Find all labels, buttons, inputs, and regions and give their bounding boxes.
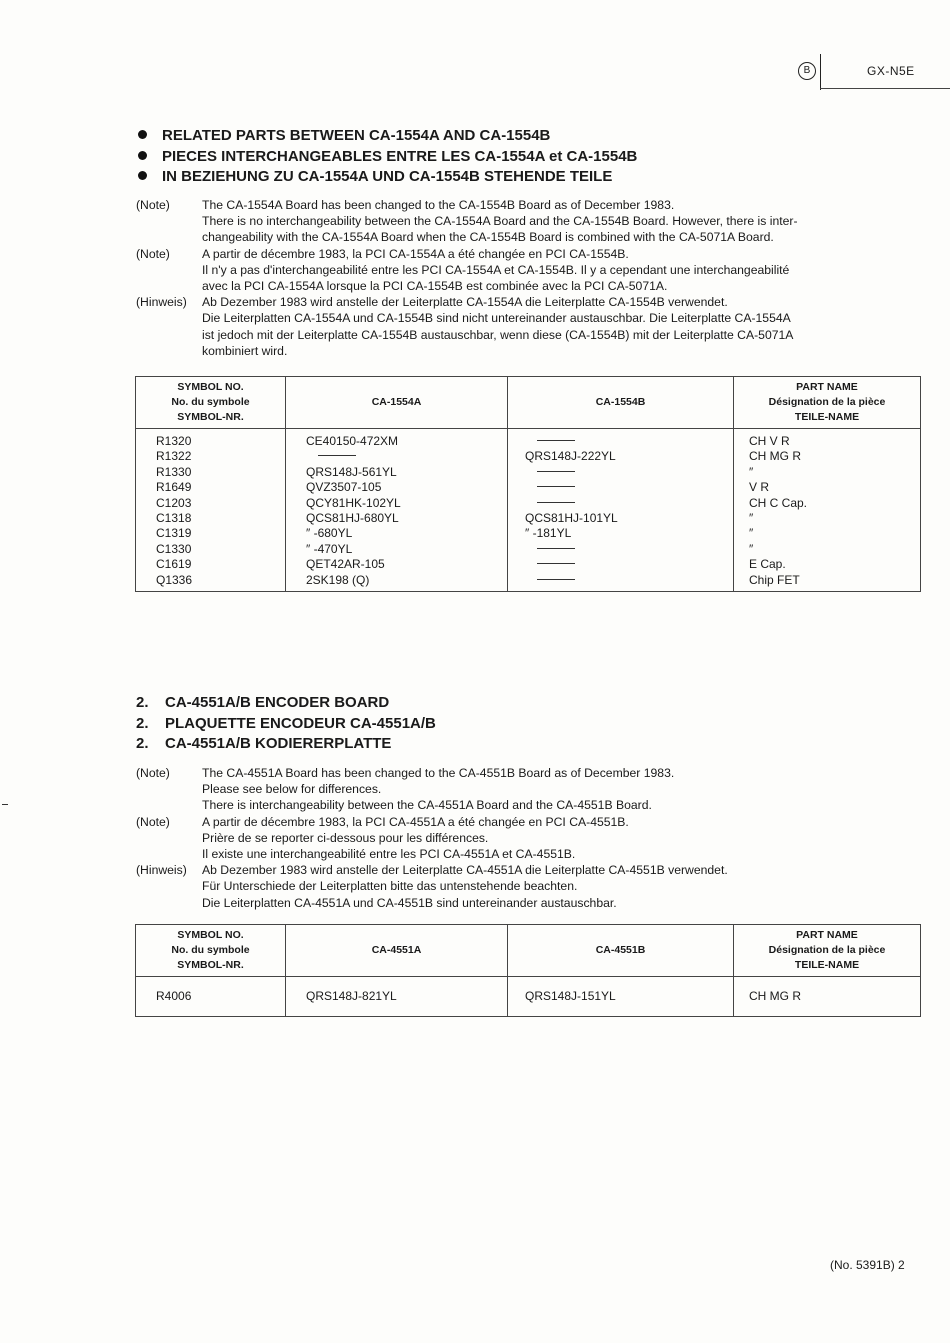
table-cell xyxy=(306,449,507,464)
dash-mark xyxy=(318,455,356,456)
table-cell: C1330 xyxy=(156,541,192,556)
bullet-icon xyxy=(138,151,147,160)
note-label: (Note) xyxy=(136,198,170,212)
col-a-values xyxy=(286,429,508,592)
table-cell: QRS148J-151YL xyxy=(525,989,616,1003)
table-cell: Chip FET xyxy=(749,572,800,587)
col-b-header: CA-1554B xyxy=(508,377,734,429)
parts-table-1554 xyxy=(135,376,921,592)
note-fr xyxy=(136,814,728,863)
dash-mark xyxy=(537,440,575,441)
table-cell: 2SK198 (Q) xyxy=(306,572,370,587)
table-cell: QVZ3507-105 xyxy=(306,480,382,495)
table-cell: ″ xyxy=(749,541,754,556)
table-cell: R1322 xyxy=(156,449,192,464)
table-cell: V R xyxy=(749,480,770,495)
table-cell xyxy=(525,465,733,480)
table-cell xyxy=(525,496,733,511)
table-cell: E Cap. xyxy=(749,557,786,572)
table-cell: Q1336 xyxy=(156,572,193,587)
dash-mark xyxy=(537,563,575,564)
parts-table-4551 xyxy=(135,924,921,1017)
col-b-values xyxy=(508,977,734,1017)
note-line: There is no interchangeability between the CA-1554A Board and the CA-1554B Board. However, there is inter- xyxy=(202,214,798,229)
margin-mark xyxy=(2,804,8,805)
section2-heading-en: 2. CA-4551A/B ENCODER BOARD xyxy=(136,694,390,711)
section1-heading-en: RELATED PARTS BETWEEN CA-1554A AND CA-1554B xyxy=(138,126,637,147)
note-line: Die Leiterplatten CA-4551A und CA-4551B sind untereinander austauschbar. xyxy=(202,895,617,910)
table-cell: CH MG R xyxy=(749,449,801,464)
note-line: Il n'y a pas d'interchangeabilité entre les PCI CA-1554A et CA-1554B. Il y a cependant une interchangeabilité xyxy=(202,262,790,277)
section1-notes xyxy=(136,197,798,359)
table-cell: CH V R xyxy=(749,434,790,448)
table-cell: CE40150-472XM xyxy=(306,434,399,448)
table-cell: QCS81HJ-680YL xyxy=(306,511,399,526)
part-name-values xyxy=(734,977,921,1017)
section2-heading-de: 2. CA-4551A/B KODIERERPLATTE xyxy=(136,735,392,752)
note-label: (Hinweis) xyxy=(136,295,187,310)
table-cell xyxy=(525,557,733,572)
note-line: avec la PCI CA-1554A lorsque la PCI CA-1554B est combinée avec la PCI CA-5071A. xyxy=(202,279,668,294)
dash-mark xyxy=(537,579,575,580)
note-en xyxy=(136,765,728,814)
table-cell: C1619 xyxy=(156,557,192,572)
table-cell: QCY81HK-102YL xyxy=(306,495,401,510)
note-line: Please see below for differences. xyxy=(202,782,382,797)
note-line: kombiniert wird. xyxy=(202,343,288,358)
section1-heading-de: IN BEZIEHUNG ZU CA-1554A UND CA-1554B STEHENDE TEILE xyxy=(138,167,637,188)
table-cell: QRS148J-821YL xyxy=(306,989,397,1003)
header-divider xyxy=(820,54,821,90)
table-cell: CH C Cap. xyxy=(749,495,808,510)
table-cell: ″ -181YL xyxy=(525,526,572,541)
table-cell xyxy=(525,480,733,495)
table-row xyxy=(136,429,921,592)
page-header xyxy=(790,54,950,90)
col-b-header: CA-4551B xyxy=(508,925,734,977)
note-en xyxy=(136,197,798,246)
table-cell: QRS148J-561YL xyxy=(306,464,397,479)
section1-headings xyxy=(138,126,637,188)
note-label: (Note) xyxy=(136,814,170,829)
note-line: changeability with the CA-1554A Board when the CA-1554B Board is combined with the CA-5071A Board. xyxy=(202,230,774,245)
note-line: Prière de se reporter ci-dessous pour les différences. xyxy=(202,830,489,845)
note-line: Il existe une interchangeabilité entre les PCI CA-4551A et CA-4551B. xyxy=(202,847,576,862)
note-de xyxy=(136,294,798,359)
dash-mark xyxy=(537,502,575,503)
table-header-row xyxy=(136,925,921,977)
table-cell: C1319 xyxy=(156,526,192,541)
note-line: The CA-1554A Board has been changed to the CA-1554B Board as of December 1983. xyxy=(202,198,675,212)
table-cell: ″ xyxy=(749,464,754,479)
note-line: There is interchangeability between the CA-4551A Board and the CA-4551B Board. xyxy=(202,798,652,813)
section2-heading-fr: 2. PLAQUETTE ENCODEUR CA-4551A/B xyxy=(136,714,436,732)
table-header-row xyxy=(136,377,921,429)
note-line: Für Unterschiede der Leiterplatten bitte das untenstehende beachten. xyxy=(202,879,578,894)
table-cell xyxy=(525,573,733,588)
table-cell: QCS81HJ-101YL xyxy=(525,511,618,526)
note-label: (Hinweis) xyxy=(136,863,187,878)
table-cell: QRS148J-222YL xyxy=(525,449,616,464)
col-a-header: CA-1554A xyxy=(286,377,508,429)
table-cell: R1330 xyxy=(156,464,192,479)
col-a-values xyxy=(286,977,508,1017)
table-cell: ″ xyxy=(749,526,754,541)
col-a-header: CA-4551A xyxy=(286,925,508,977)
col-b-values xyxy=(508,429,734,592)
note-line: Ab Dezember 1983 wird anstelle der Leiterplatte CA-1554A die Leiterplatte CA-1554B verwendet. xyxy=(202,295,728,310)
note-label: (Note) xyxy=(136,246,170,261)
note-line: Die Leiterplatten CA-1554A und CA-1554B sind nicht untereinander austauschbar. Die Leiterplatte CA-1554A xyxy=(202,311,791,326)
table-cell: R1649 xyxy=(156,480,192,495)
table-cell: ″ xyxy=(749,511,754,526)
note-line: The CA-4551A Board has been changed to the CA-4551B Board as of December 1983. xyxy=(202,766,675,780)
part-name-header: PART NAME Désignation de la pièce TEILE-NAME xyxy=(734,925,921,977)
part-name-values xyxy=(734,429,921,592)
section2-notes xyxy=(136,765,728,911)
symbol-header: SYMBOL NO. No. du symbole SYMBOL-NR. xyxy=(136,377,286,429)
bullet-icon xyxy=(138,171,147,180)
note-line: ist jedoch mit der Leiterplatte CA-1554B austauschbar, wenn diese (CA-1554B) mit der Leiterplatte CA-5071A xyxy=(202,327,794,342)
symbol-column xyxy=(136,429,286,592)
note-line: Ab Dezember 1983 wird anstelle der Leiterplatte CA-4551A die Leiterplatte CA-4551B verwendet. xyxy=(202,863,728,878)
note-de xyxy=(136,862,728,911)
dash-mark xyxy=(537,486,575,487)
dash-mark xyxy=(537,471,575,472)
table-cell: C1203 xyxy=(156,495,192,510)
note-fr xyxy=(136,246,798,295)
table-cell xyxy=(525,542,733,557)
symbol-header: SYMBOL NO. No. du symbole SYMBOL-NR. xyxy=(136,925,286,977)
table-cell: ″ -680YL xyxy=(306,526,353,541)
bullet-icon xyxy=(138,130,147,139)
note-label: (Note) xyxy=(136,766,170,780)
model-number: GX-N5E xyxy=(867,64,915,78)
table-cell: QET42AR-105 xyxy=(306,557,385,572)
section2-headings xyxy=(136,693,436,755)
note-line: A partir de décembre 1983, la PCI CA-1554A a été changée en PCI CA-1554B. xyxy=(202,246,629,261)
symbol-column xyxy=(136,977,286,1017)
revision-mark: B xyxy=(798,62,816,80)
table-row xyxy=(136,977,921,1017)
table-cell: ″ -470YL xyxy=(306,541,353,556)
section1-heading-fr: PIECES INTERCHANGEABLES ENTRE LES CA-1554A et CA-1554B xyxy=(138,147,637,168)
table-cell: R4006 xyxy=(156,989,192,1003)
table-cell: R1320 xyxy=(156,434,192,448)
page-number: (No. 5391B) 2 xyxy=(830,1258,905,1272)
note-line: A partir de décembre 1983, la PCI CA-4551A a été changée en PCI CA-4551B. xyxy=(202,814,629,829)
table-cell: CH MG R xyxy=(749,989,801,1003)
header-rule xyxy=(820,88,950,89)
dash-mark xyxy=(537,548,575,549)
part-name-header: PART NAME Désignation de la pièce TEILE-NAME xyxy=(734,377,921,429)
table-cell xyxy=(525,434,733,449)
table-cell: C1318 xyxy=(156,511,192,526)
